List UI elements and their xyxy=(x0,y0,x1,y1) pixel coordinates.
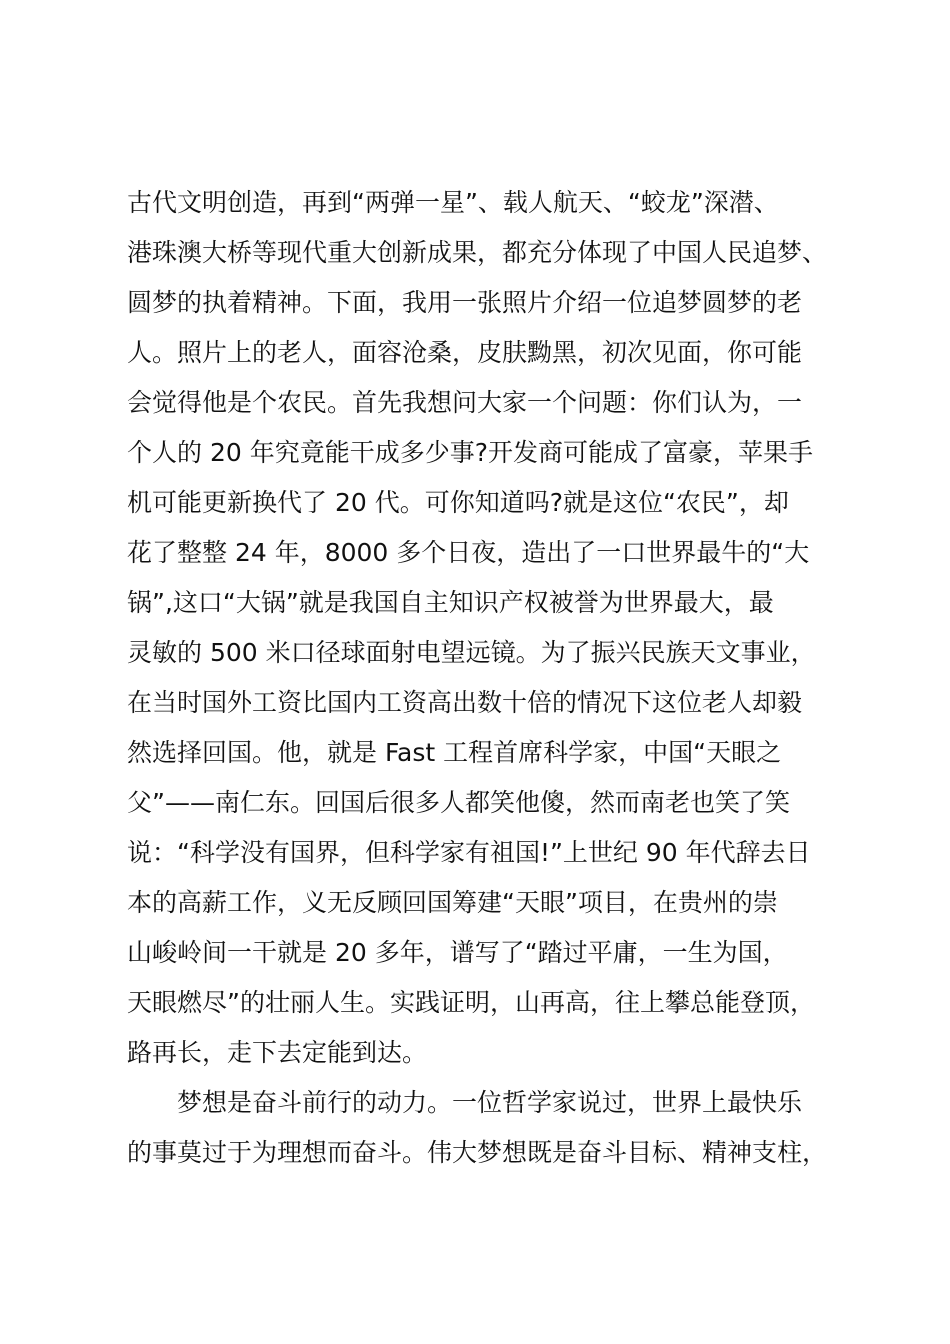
text-line: 锅”,这口“大锅”就是我国自主知识产权被誉为世界最大，最 xyxy=(127,588,774,617)
text-line: 会觉得他是个农民。首先我想问大家一个问题：你们认为，一 xyxy=(127,388,803,417)
text-line: 山峻岭间一干就是 20 多年，谱写了“踏过平庸，一生为国， xyxy=(127,938,788,967)
text-line: 路再长，走下去定能到达。 xyxy=(127,1038,428,1067)
text-line: 机可能更新换代了 20 代。可你知道吗?就是这位“农民”，却 xyxy=(127,488,789,517)
text-line: 的事莫过于为理想而奋斗。伟大梦想既是奋斗目标、精神支柱， xyxy=(127,1138,828,1167)
text-line: 父”——南仁东。回国后很多人都笑他傻，然而南老也笑了笑 xyxy=(127,788,790,817)
text-line: 说：“科学没有国界，但科学家有祖国!”上世纪 90 年代辞去日 xyxy=(127,838,811,867)
text-line: 个人的 20 年究竟能干成多少事?开发商可能成了富豪，苹果手 xyxy=(127,438,813,467)
body-text xyxy=(127,178,867,1178)
text-line: 在当时国外工资比国内工资高出数十倍的情况下这位老人却毅 xyxy=(127,688,803,717)
text-line: 花了整整 24 年，8000 多个日夜，造出了一口世界最牛的“大 xyxy=(127,538,810,567)
text-line: 古代文明创造，再到“两弹一星”、载人航天、“蛟龙”深潜、 xyxy=(127,188,779,217)
text-line: 圆梦的执着精神。下面，我用一张照片介绍一位追梦圆梦的老 xyxy=(127,288,803,317)
text-line: 天眼燃尽”的壮丽人生。实践证明，山再高，往上攀总能登顶， xyxy=(127,988,815,1017)
text-line: 灵敏的 500 米口径球面射电望远镜。为了振兴民族天文事业， xyxy=(127,638,816,667)
text-line: 港珠澳大桥等现代重大创新成果，都充分体现了中国人民追梦、 xyxy=(127,238,828,267)
text-line: 本的高薪工作，义无反顾回国筹建“天眼”项目，在贵州的崇 xyxy=(127,888,778,917)
text-line: 然选择回国。他，就是 Fast 工程首席科学家，中国“天眼之 xyxy=(127,738,782,767)
text-line: 人。照片上的老人，面容沧桑，皮肤黝黑，初次见面，你可能 xyxy=(127,338,803,367)
paragraph-start-line: 梦想是奋斗前行的动力。一位哲学家说过，世界上最快乐 xyxy=(177,1088,803,1117)
